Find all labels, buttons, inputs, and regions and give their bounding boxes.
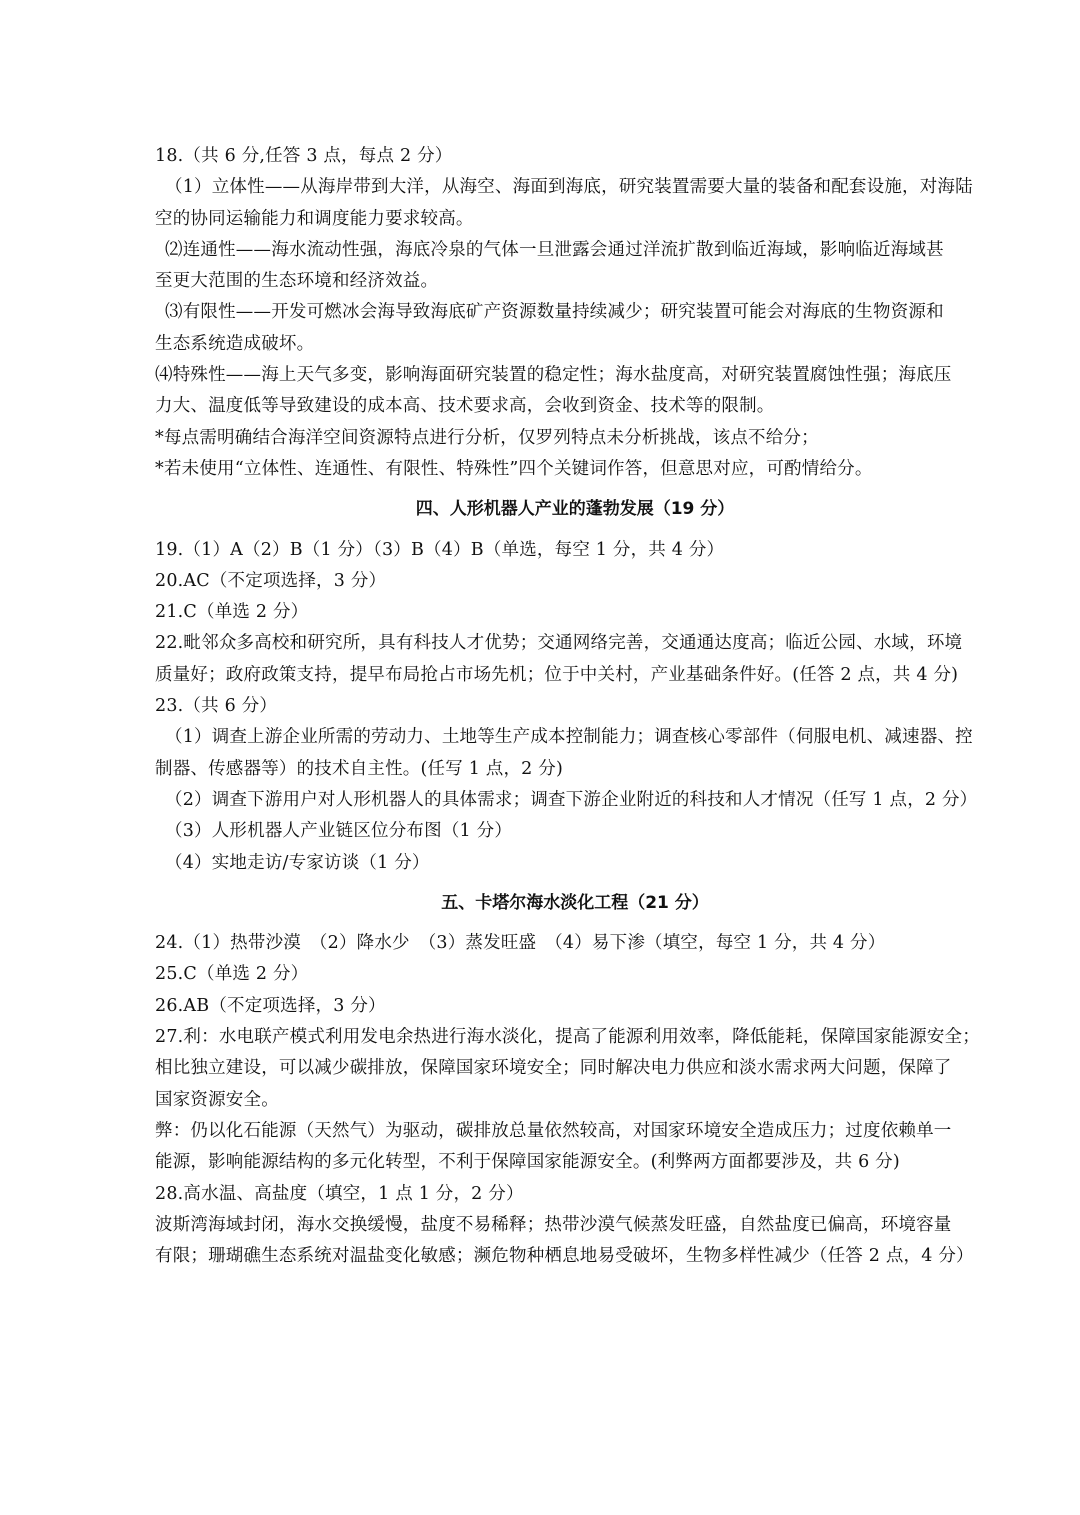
q27-answer-line2: 相比独立建设，可以减少碳排放，保障国家环境安全；同时解决电力供应和淡水需求两大问题，保障了 — [155, 1058, 952, 1079]
q18-point4-line1: ⑷特殊性——海上天气多变，影响海面研究装置的稳定性；海水盐度高，对研究装置腐蚀性强；海底压 — [155, 365, 952, 386]
section5-title: 五、卡塔尔海水淡化工程（21 分） — [441, 892, 709, 913]
q18-point1-line2: 空的协同运输能力和调度能力要求较高。 — [155, 208, 474, 229]
section4-title: 四、人形机器人产业的蓬勃发展（19 分） — [415, 499, 735, 520]
q22-answer-line2: 质量好；政府政策支持，提早布局抢占市场先机；位于中关村，产业基础条件好。(任答 2 点，共 4 分) — [155, 664, 959, 685]
q23-point2: （2）调查下游用户对人形机器人的具体需求；调查下游企业附近的科技和人才情况（任写 1 点，2 分） — [165, 789, 978, 810]
q28-answer-line2: 波斯湾海域封闭，海水交换缓慢，盐度不易稀释；热带沙漠气候蒸发旺盛，自然盐度已偏高，环境容量 — [155, 1214, 952, 1235]
q18-point3-line1: ⑶有限性——开发可燃冰会海导致海底矿产资源数量持续减少；研究装置可能会对海底的生物资源和 — [165, 302, 944, 323]
q25-answer: 25.C（单选 2 分） — [155, 964, 309, 985]
q18-point4-line2: 力大、温度低等导致建设的成本高、技术要求高，会收到资金、技术等的限制。 — [155, 396, 775, 417]
q23-point1-line1: （1）调查上游企业所需的劳动力、土地等生产成本控制能力；调查核心零部件（伺服电机、减速器、控 — [165, 727, 973, 748]
q18-point2-line2: 至更大范围的生态环境和经济效益。 — [155, 271, 439, 292]
q27-answer-line4: 弊：仍以化石能源（天然气）为驱动，碳排放总量依然较高，对国家环境安全造成压力；过度依赖单一 — [155, 1120, 952, 1141]
q26-answer: 26.AB（不定项选择，3 分） — [155, 995, 386, 1016]
q24-answer: 24.（1）热带沙漠 （2）降水少 （3）蒸发旺盛 （4）易下渗（填空，每空 1 分，共 4 分） — [155, 933, 886, 954]
q18-point1-line1: （1）立体性——从海岸带到大洋，从海空、海面到海底，研究装置需要大量的装备和配套设施，对海陆 — [165, 177, 973, 198]
q27-answer-line3: 国家资源安全。 — [155, 1089, 279, 1110]
q18-note2: *若未使用“立体性、连通性、有限性、特殊性”四个关键词作答，但意思对应，可酌情给分。 — [155, 458, 873, 479]
q23-point3: （3）人形机器人产业链区位分布图（1 分） — [165, 821, 513, 842]
q27-answer-line1: 27.利：水电联产模式利用发电余热进行海水淡化，提高了能源利用效率，降低能耗，保障国家能源安全； — [155, 1027, 980, 1048]
page-content — [155, 141, 995, 1272]
q18-header: 18.（共 6 分,任答 3 点，每点 2 分） — [155, 146, 453, 166]
q23-header: 23.（共 6 分） — [155, 696, 278, 717]
q28-answer-line1: 28.高水温、高盐度（填空，1 点 1 分，2 分） — [155, 1183, 524, 1204]
q19-answer: 19.（1）A（2）B（1 分）（3）B（4）B（单选，每空 1 分，共 4 分） — [155, 539, 725, 560]
q22-answer-line1: 22.毗邻众多高校和研究所，具有科技人才优势；交通网络完善，交通通达度高；临近公园、水域，环境 — [155, 633, 963, 654]
q18-note1: *每点需明确结合海洋空间资源特点进行分析，仅罗列特点未分析挑战，该点不给分； — [155, 427, 819, 448]
q23-point4: （4）实地走访/专家访谈（1 分） — [165, 852, 430, 873]
q20-answer: 20.AC（不定项选择，3 分） — [155, 570, 387, 591]
q18-point2-line1: ⑵连通性——海水流动性强，海底冷泉的气体一旦泄露会通过洋流扩散到临近海域，影响临近海域甚 — [165, 239, 944, 260]
q18-point3-line2: 生态系统造成破坏。 — [155, 333, 315, 354]
q21-answer: 21.C（单选 2 分） — [155, 602, 309, 623]
q27-answer-line5: 能源，影响能源结构的多元化转型，不利于保障国家能源安全。(利弊两方面都要涉及，共 6 分) — [155, 1152, 900, 1173]
q28-answer-line3: 有限；珊瑚礁生态系统对温盐变化敏感；濒危物种栖息地易受破坏，生物多样性减少（任答 2 点，4 分） — [155, 1246, 974, 1267]
q23-point1-line2: 制器、传感器等）的技术自主性。(任写 1 点，2 分) — [155, 758, 564, 779]
